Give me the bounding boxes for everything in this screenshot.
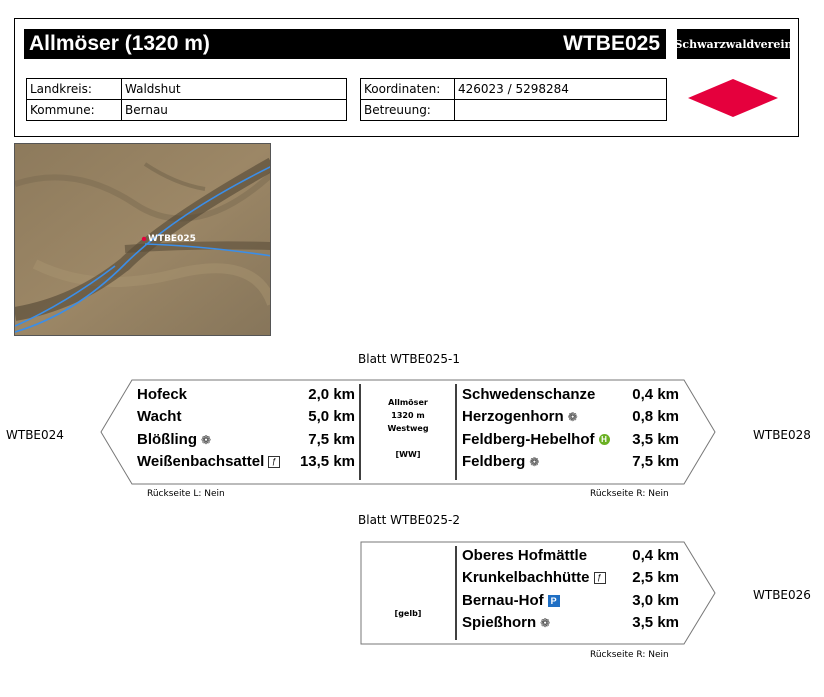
blatt2-right-dist-3: 3,0 km (632, 592, 679, 609)
koordinaten-value: 426023 / 5298284 (455, 79, 667, 100)
blatt2-right-dest-1: Oberes Hofmättle (462, 547, 588, 564)
location-table-left (26, 78, 347, 121)
blatt2-right-dist-1: 0,4 km (632, 547, 679, 564)
blatt1-right-dest-1: Schwedenschanze (462, 386, 596, 403)
blatt1-left-neighbor[interactable]: WTBE024 (6, 428, 64, 442)
blatt2-middle (362, 607, 454, 620)
schwarzwaldverein-logo (674, 29, 793, 59)
blatt2-back-right: Rückseite R: Nein (590, 650, 669, 660)
betreuung-value (455, 100, 667, 121)
blatt2-right-dest-4: Spießhorn ❁ (462, 614, 551, 631)
koordinaten-label: Koordinaten: (361, 79, 455, 100)
aerial-map-image (15, 144, 271, 336)
map-marker-label: WTBE025 (148, 234, 196, 244)
location-table-right (360, 78, 667, 121)
blatt2-title: Blatt WTBE025-2 (358, 513, 461, 527)
blatt1-right-dest-4: Feldberg ❁ (462, 453, 540, 470)
landkreis-label: Landkreis: (27, 79, 122, 100)
summit-icon: ❁ (567, 409, 578, 424)
blatt1-right-dist-2: 0,8 km (632, 408, 679, 425)
blatt1-title: Blatt WTBE025-1 (358, 352, 461, 366)
logo-text: Schwarzwaldverein (674, 37, 793, 51)
parking-icon: P (548, 595, 560, 607)
blatt1-left-dist-4: 13,5 km (299, 453, 355, 470)
title-bar (24, 29, 666, 59)
blatt1-back-left: Rückseite L: Nein (147, 489, 225, 499)
blatt1-middle-spacer (362, 435, 454, 448)
blatt1-right-dist-1: 0,4 km (632, 386, 679, 403)
blatt1-left-dest-3: Blößling ❁ (137, 431, 212, 448)
blatt1-right-dest-2: Herzogenhorn ❁ (462, 408, 578, 425)
restaurant-icon: ƒ (268, 456, 280, 468)
page-title: Allmöser (1320 m) (29, 32, 210, 55)
blatt1-left-dist-1: 2,0 km (308, 386, 355, 403)
kommune-value: Bernau (122, 100, 347, 121)
blatt1-middle (362, 396, 454, 461)
summit-icon: ❁ (201, 432, 212, 447)
blatt2-right-dist-2: 2,5 km (632, 569, 679, 586)
blatt2-right-dest-3: Bernau-Hof P (462, 592, 560, 609)
blatt1-right-dist-4: 7,5 km (632, 453, 679, 470)
blatt1-left-dist-3: 7,5 km (308, 431, 355, 448)
blatt1-left-dest-2: Wacht (137, 408, 182, 425)
landkreis-value: Waldshut (122, 79, 347, 100)
blatt1-middle-elevation: 1320 m (391, 411, 425, 420)
aerial-map (14, 143, 271, 336)
blatt1-left-dest-1: Hofeck (137, 386, 188, 403)
blatt1-back-right: Rückseite R: Nein (590, 489, 669, 499)
kommune-label: Kommune: (27, 100, 122, 121)
blatt2-middle-marker: [gelb] (394, 609, 422, 618)
blatt1-left-dist-2: 5,0 km (308, 408, 355, 425)
blatt1-middle-marker: [WW] (395, 450, 421, 459)
blatt1-right-neighbor[interactable]: WTBE028 (753, 428, 811, 442)
summit-icon: ❁ (529, 454, 540, 469)
blatt1-middle-route: Westweg (387, 424, 429, 433)
blatt1-left-dest-4: Weißenbachsattel ƒ (137, 453, 280, 470)
restaurant-icon: ƒ (594, 572, 606, 584)
summit-icon: ❁ (540, 615, 551, 630)
location-marker-icon (142, 237, 146, 241)
trail-marker-diamond-icon (688, 79, 778, 117)
blatt1-right-dest-3: Feldberg-Hebelhof H (462, 431, 610, 448)
blatt1-middle-location: Allmöser (388, 398, 428, 407)
bus-stop-icon: H (599, 434, 610, 445)
blatt1-right-dist-3: 3,5 km (632, 431, 679, 448)
location-code: WTBE025 (563, 32, 660, 55)
blatt2-right-neighbor[interactable]: WTBE026 (753, 588, 811, 602)
betreuung-label: Betreuung: (361, 100, 455, 121)
blatt2-right-dist-4: 3,5 km (632, 614, 679, 631)
blatt2-right-dest-2: Krunkelbachhütte ƒ (462, 569, 606, 586)
